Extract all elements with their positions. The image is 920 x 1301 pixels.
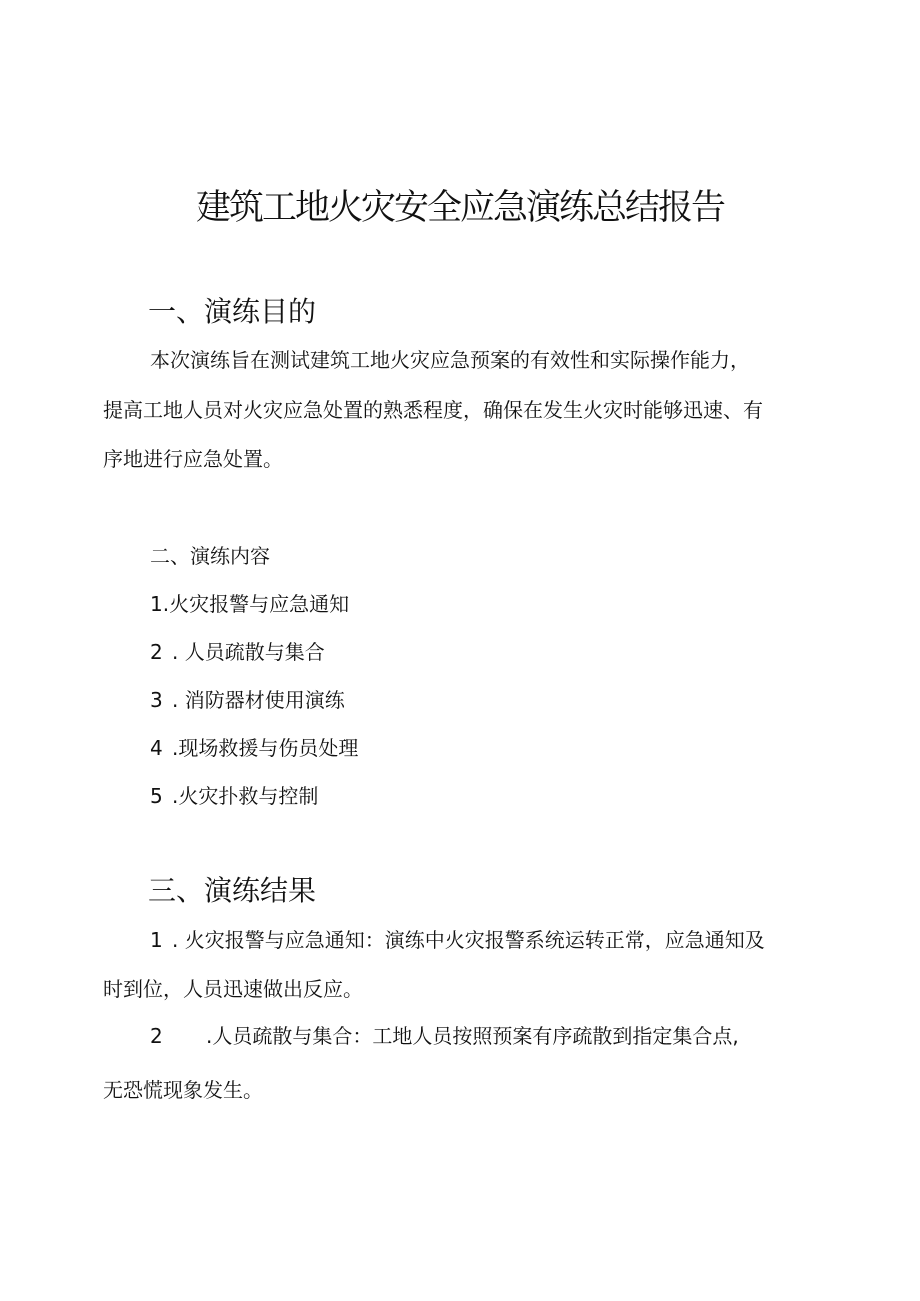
result-item-number: 2 (150, 1024, 163, 1048)
section-heading-results: 三、演练结果 (148, 874, 317, 907)
result-item-continuation: 无恐慌现象发生。 (103, 1078, 263, 1102)
list-item (150, 637, 325, 667)
list-item-number: 3 (150, 688, 163, 712)
purpose-paragraph-line: 序地进行应急处置。 (103, 447, 283, 471)
list-item-text: . 消防器材使用演练 (172, 688, 345, 712)
purpose-paragraph-line: 本次演练旨在测试建筑工地火灾应急预案的有效性和实际操作能力， (150, 348, 750, 372)
list-item-text: . 人员疏散与集合 (172, 640, 325, 664)
section-heading-content: 二、演练内容 (150, 544, 270, 568)
result-item-line (150, 925, 765, 955)
list-item (150, 781, 318, 811)
list-item-text: .火灾扑救与控制 (172, 784, 319, 808)
result-item-text: .人员疏散与集合：工地人员按照预案有序疏散到指定集合点, (206, 1024, 739, 1048)
section-heading-purpose: 一、演练目的 (148, 295, 317, 328)
document-title: 建筑工地火灾安全应急演练总结报告 (195, 188, 724, 228)
list-item (150, 733, 358, 763)
list-item-number: 5 (150, 784, 163, 808)
list-item (150, 589, 349, 619)
list-item-text: 火灾报警与应急通知 (169, 592, 350, 616)
result-item-line (150, 1021, 739, 1051)
result-item-number: 1 (150, 928, 163, 952)
result-item-continuation: 时到位，人员迅速做出反应。 (103, 977, 363, 1001)
list-item-number: 4 (150, 736, 163, 760)
list-item-text: .现场救援与伤员处理 (172, 736, 359, 760)
purpose-paragraph-line: 提高工地人员对火灾应急处置的熟悉程度，确保在发生火灾时能够迅速、有 (103, 398, 763, 422)
list-item-number: 1. (150, 592, 170, 616)
list-item-number: 2 (150, 640, 163, 664)
result-item-text: . 火灾报警与应急通知：演练中火灾报警系统运转正常，应急通知及 (172, 928, 765, 952)
list-item (150, 685, 345, 715)
